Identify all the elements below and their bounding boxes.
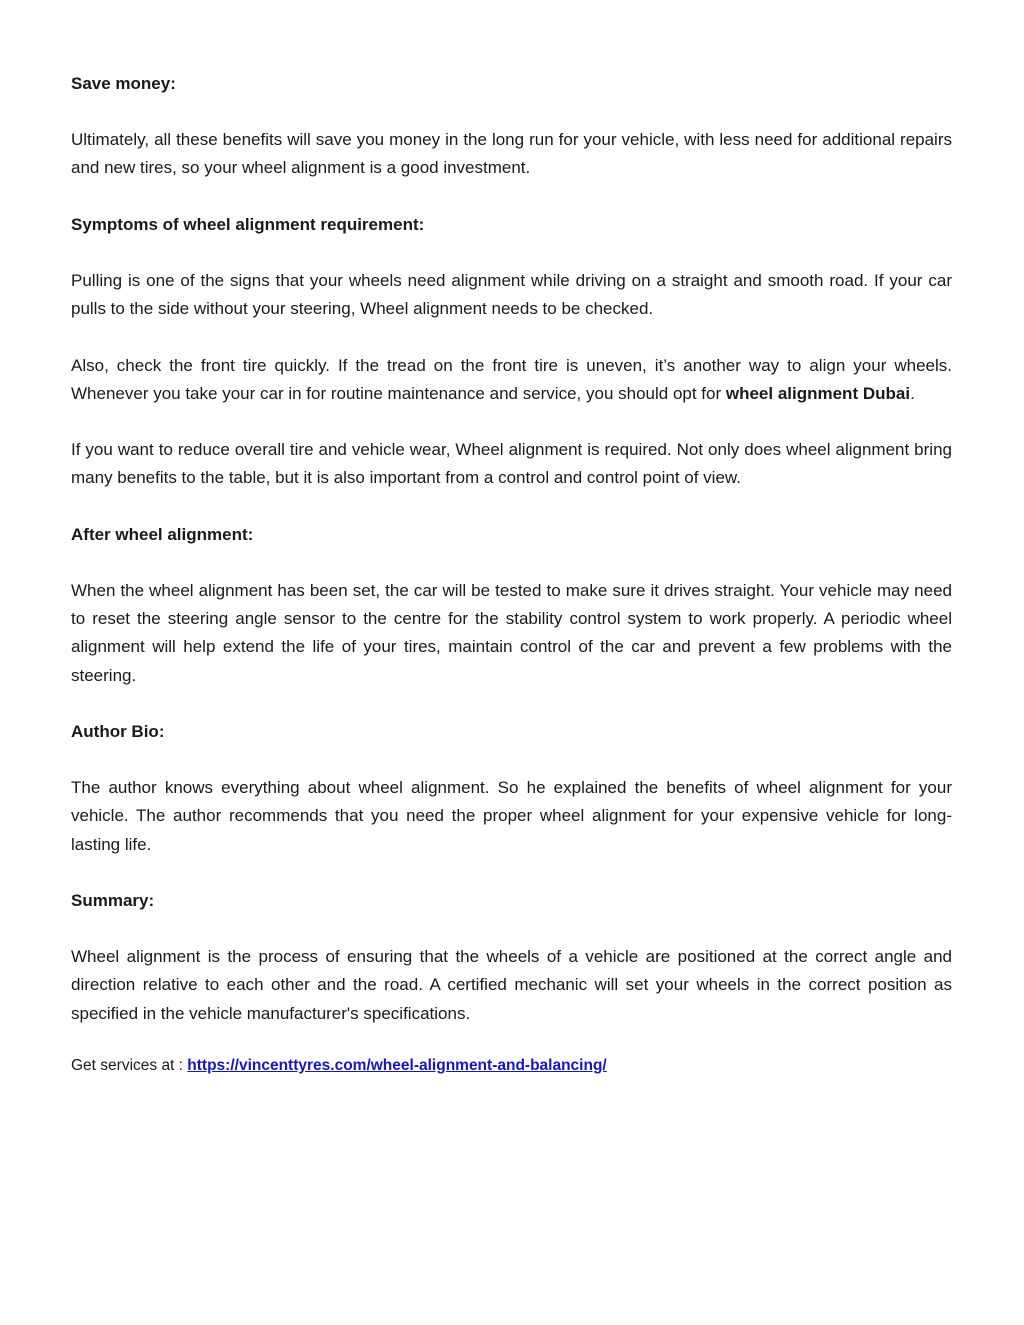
heading-summary: Summary: bbox=[71, 890, 155, 910]
heading-author-bio: Author Bio: bbox=[71, 721, 165, 741]
paragraph-front-tire-end: . bbox=[910, 383, 915, 403]
paragraph-reduce-wear: If you want to reduce overall tire and vehicle wear, Wheel alignment is required. Not only does wheel alignment bring many benefits to the table, but it is also important from a control and control point of view. bbox=[71, 440, 952, 488]
paragraph-after-alignment: When the wheel alignment has been set, the car will be tested to make sure it drives straight. Your vehicle may need to reset the steering angle sensor to the centre for the stability control system to work properly. A periodic wheel alignment will help extend the life of your tires, maintain control of the car and prevent a few problems with the steering. bbox=[71, 580, 952, 685]
paragraph-front-tire-text: Also, check the front tire quickly. If the tread on the front tire is uneven, it’s another way to align your wheels. Whenever you take your car in for routine maintenance and service, you should opt for bbox=[71, 355, 952, 403]
heading-symptoms: Symptoms of wheel alignment requirement: bbox=[71, 214, 425, 234]
paragraph-author-bio: The author knows everything about wheel alignment. So he explained the benefits of wheel alignment for your vehicle. The author recommends that you need the proper wheel alignment for your expensive vehicle for long-lasting life. bbox=[71, 778, 952, 854]
paragraph-pulling: Pulling is one of the signs that your wheels need alignment while driving on a straight and smooth road. If your car pulls to the side without your steering, Wheel alignment needs to be checked. bbox=[71, 270, 952, 319]
services-link[interactable]: https://vincenttyres.com/wheel-alignment-and-balancing/ bbox=[187, 1056, 607, 1074]
footer-services-line bbox=[71, 1054, 952, 1078]
paragraph-front-tire bbox=[71, 352, 952, 408]
document-page bbox=[71, 70, 952, 1078]
heading-after-alignment: After wheel alignment: bbox=[71, 524, 254, 544]
paragraph-save-money: Ultimately, all these benefits will save you money in the long run for your vehicle, with less need for additional repairs and new tires, so your wheel alignment is a good investment. bbox=[71, 130, 952, 178]
paragraph-summary: Wheel alignment is the process of ensuring that the wheels of a vehicle are positioned at the correct angle and direction relative to each other and the road. A certified mechanic will set your wheels in the correct position as specified in the vehicle manufacturer's specifications. bbox=[71, 947, 952, 1023]
footer-prefix: Get services at : bbox=[71, 1056, 188, 1074]
heading-save-money: Save money: bbox=[71, 74, 176, 93]
keyword-wheel-alignment-dubai: wheel alignment Dubai bbox=[725, 383, 911, 403]
